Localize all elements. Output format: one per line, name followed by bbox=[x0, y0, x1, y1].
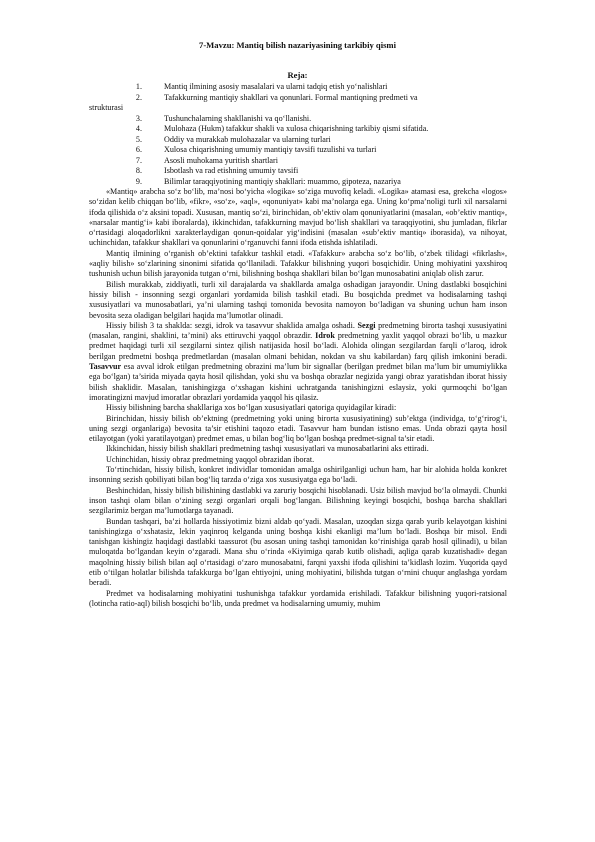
paragraph: Bilish murakkab, ziddiyatli, turli xil darajalarda va shakllarda amalga oshadigan jarayondir. Uning dastlabki bosqichini hissiy bilish - insonning sezgi organlari yordamida bilish tashkil etadi. Bu bosqichda predmet va hodisalarning tashqi xususiyatlari va munosabatlari, ya’ni ularning tashqi tomonida bevosita namoyon bo‘ladigan va shuning uchun ham inson bevosita seza oladigan belgilari haqida ma’lumotlar olinadi. bbox=[89, 279, 507, 320]
bold-term: Idrok bbox=[315, 331, 335, 341]
plan-item-number: 1. bbox=[135, 82, 142, 91]
plan-list bbox=[0, 82, 595, 187]
plan-item-text: Asosli muhokama yuritish shartlari bbox=[164, 155, 278, 165]
plan-item bbox=[0, 145, 595, 156]
paragraph: Predmet va hodisalarning mohiyatini tushunishga tafakkur yordamida erishiladi. Tafakkur bilishning yuqori-ratsional (lotincha ratio-aql) bilish bosqichi bo‘lib, unda predmet va hodisalarning umumiy, muhim bbox=[89, 588, 507, 608]
paragraph-segment: predmetning birorta tashqi xususiyatini (masalan, rangini, shaklini, ta’mini) aks ettiruvchi yaqqol obrazdir. bbox=[89, 320, 507, 341]
plan-heading: Reja: bbox=[287, 70, 308, 80]
plan-item-number: 2. bbox=[135, 92, 142, 102]
document-title: 7-Mavzu: Mantiq bilish nazariyasining tarkibiy qismi bbox=[199, 40, 396, 50]
paragraph-segment: predmetning yaxlit yaqqol obrazi bo‘lib, u mazkur predmet haqidagi turli xil sezgilarni sintez qilish natijasida hosil bo‘ladi. Alohida olingan sezgilardan farqli o‘laroq, idrok berilgan predmetni boshqa predmetlardan (masalan olmani behidan, nokdan va shu kabilardan) farq qilish imkonini beradi. bbox=[89, 331, 507, 361]
paragraph: To‘rtinchidan, hissiy bilish, konkret individlar tomonidan amalga oshirilganligi uchun ham, har bir alohida holda konkret insonning sezish qobiliyati bilan bog‘liq tarzda o‘ziga xos xususiyatga ega bo‘ladi. bbox=[89, 465, 507, 485]
plan-item bbox=[0, 93, 595, 104]
plan-item bbox=[0, 177, 595, 188]
paragraph: Uchinchidan, hissiy obraz predmetning yaqqol obrazidan iborat. bbox=[106, 454, 315, 464]
paragraph: Ikkinchidan, hissiy bilish shakllari predmetning tashqi xususiyatlari va munosabatlarini aks ettiradi. bbox=[106, 444, 429, 454]
paragraph: Bundan tashqari, ba’zi hollarda hissiyotimiz bizni aldab qo‘yadi. Masalan, uzoqdan sizga qarab yurib kelayotgan kishini tanishingizga o‘xshatasiz, lekin yaqinroq kelganda uning boshqa kishi ekanligi ma’lum bo‘ladi. Boshqa bir misol. Endi tanishgan kishingiz haqidagi dastlabki taassurot (bu asosan uning tashqi tamonidan ko‘rinishiga qarab hosil qilinadi), u bilan muloqatda bo‘lgandan keyin o‘zgaradi. Mana shu o‘rinda «Kiyimiga qarab kutib olishadi, aqliga qarab kuzatishadi» degan maqolning hissiy bilish bilan aql o‘rtasidagi o‘zaro munosabatni, farqni yaxshi ifoda qilishini ta’kidlash lozim. Yuqorida qayd etib o‘tilgan holatlar bilishda tafakkurga bo‘lgan ehtiyojni, uning mohiyatini, bilishda tutgan o‘rnini chuqur anglashga yordam beradi. bbox=[89, 516, 507, 588]
plan-item-text: Tushunchalarning shakllanishi va qo‘llanishi. bbox=[164, 113, 312, 123]
plan-item-text: Isbotlash va rad etishning umumiy tavsifi bbox=[164, 166, 299, 175]
plan-item-text: Oddiy va murakkab mulohazalar va ularning turlari bbox=[164, 134, 331, 144]
paragraph: Birinchidan, hissiy bilish ob’ektning (predmetning yoki uning birorta xususiyatining) sub’ektga (individga, to‘g‘rirog‘i, uning sezgi organlariga) bevosita ta’sir etishini taqozo etadi. Tasavvur ham bundan istisno emas. Unda obrazi qayta hosil etilayotgan (yoki yaratilayotgan) predmet emas, u bilan bog‘liq bo‘lgan boshqa predmet-signal ta’sir etadi. bbox=[89, 413, 507, 444]
plan-item-continuation-text: strukturasi bbox=[89, 103, 124, 112]
plan-item-number: 9. bbox=[135, 176, 142, 186]
plan-item-text: Mantiq ilmining asosiy masalalari va ularni tadqiq etish yo‘nalishlari bbox=[164, 82, 388, 91]
plan-item-number: 5. bbox=[135, 134, 142, 144]
plan-item-text: Tafakkurning mantiqiy shakllari va qonunlari. Formal mantiqning predmeti va bbox=[164, 92, 418, 102]
plan-item bbox=[0, 82, 595, 93]
bold-term: Sezgi bbox=[357, 320, 376, 330]
plan-item-number: 4. bbox=[135, 124, 142, 133]
plan-item bbox=[0, 135, 595, 146]
paragraph: «Mantiq» arabcha so‘z bo‘lib, ma’nosi bo‘yicha «logika» so‘ziga muvofiq keladi. «Logika» atamasi esa, grekcha «logos» so‘zidan kelib chiqqan bo‘lib, «fikr», «so‘z», «aql», «qonuniyat» kabi ma’nolarga ega. Uning ko‘pma’noligi turli xil narsalarni ifoda qilishida o‘z aksini topadi. Xususan, mantiq so‘zi, birinchidan, ob’ektiv olam qonuniyatlarini (masalan, «ob’ektiv mantiq», «narsalar mantig‘i» kabi iboralarda), ikkinchidan, tafakkurning mavjud bo‘lish shakllari va taraqqiyotini, shu jumladan, fikrlar o‘rtasidagi aloqadorlikni xarakterlaydigan qonun-qoidalar yig‘indisini (masalan «sub’ektiv mantiq» iborasida), va nihoyat, uchinchidan, tafakkur shakllari va qonunlarini o‘rganuvchi fanni ifoda etishda ishlatiladi. bbox=[89, 187, 507, 248]
paragraph bbox=[89, 321, 507, 403]
plan-item-text: Xulosa chiqarishning umumiy mantiqiy tavsifi tuzulishi va turlari bbox=[164, 145, 377, 154]
plan-item bbox=[0, 156, 595, 167]
plan-item bbox=[0, 114, 595, 125]
plan-item-text: Bilimlar taraqqiyotining mantiqiy shakllari: muammo, gipoteza, nazariya bbox=[164, 176, 401, 186]
plan-item bbox=[0, 124, 595, 135]
plan-item-text: Mulohaza (Hukm) tafakkur shakli va xulosa chiqarishning tarkibiy qismi sifatida. bbox=[164, 124, 429, 133]
plan-item bbox=[0, 166, 595, 177]
plan-item-continuation bbox=[0, 103, 595, 114]
plan-item-number: 8. bbox=[135, 166, 142, 175]
plan-item-number: 6. bbox=[135, 145, 142, 154]
paragraph-segment: esa avval idrok etilgan predmetning obrazini ma’lum bir signallar (berilgan predmet bilan ma’lum bir umumiylikka ega bo‘lgan) ta’sirida miyada qayta hosil qilishdan, yoki shu va boshqa obrazlar negizida yangi obraz yaratishdan iborat hissiy bilish shaklidir. Masalan, tanishingizga o‘xshagan kishini uchratganda tanishingizni eslaysiz, yoki qurmoqchi bo‘lgan imoratingizni mavjud imoratlar obrazlari yordamida yaqqol his qilasiz. bbox=[89, 362, 507, 402]
paragraph: Hissiy bilishning barcha shakllariga xos bo‘lgan xususiyatlari qatoriga quyidagilar kiradi: bbox=[106, 403, 397, 413]
paragraph-segment: Hissiy bilish 3 ta shaklda: sezgi, idrok va tasavvur shaklida amalga oshadi. bbox=[106, 320, 358, 330]
paragraph: Beshinchidan, hissiy bilish bilishining dastlabki va zaruriy bosqichi hisoblanadi. Usiz bilish mavjud bo‘la olmaydi. Chunki inson tashqi olam bilan o‘zining sezgi organlari orqali bog‘langan. Bilishning keyingi bosqichi, boshqa barcha shakllari sezgilarimiz bergan ma’lumotlarga tayanadi. bbox=[89, 485, 507, 516]
plan-item-number: 3. bbox=[135, 113, 142, 123]
bold-term: Tasavvur bbox=[89, 362, 122, 372]
plan-item-number: 7. bbox=[135, 155, 142, 165]
body-text bbox=[89, 187, 507, 609]
paragraph: Mantiq ilmining o‘rganish ob’ektini tafakkur tashkil etadi. «Tafakkur» arabcha so‘z bo‘lib, o‘zbek tilidagi «fikrlash», «aqliy bilish» so‘zlarining sinonimi sifatida qo‘llaniladi. Tafakkur bilishning yuqori bosqichidir. Uning mohiyatini yaxshiroq tushunish uchun bilish jarayonida tutgan o‘rni, bilishning boshqa shakllari bilan bo‘lgan munosabatini aniqlab olish zarur. bbox=[89, 248, 507, 279]
